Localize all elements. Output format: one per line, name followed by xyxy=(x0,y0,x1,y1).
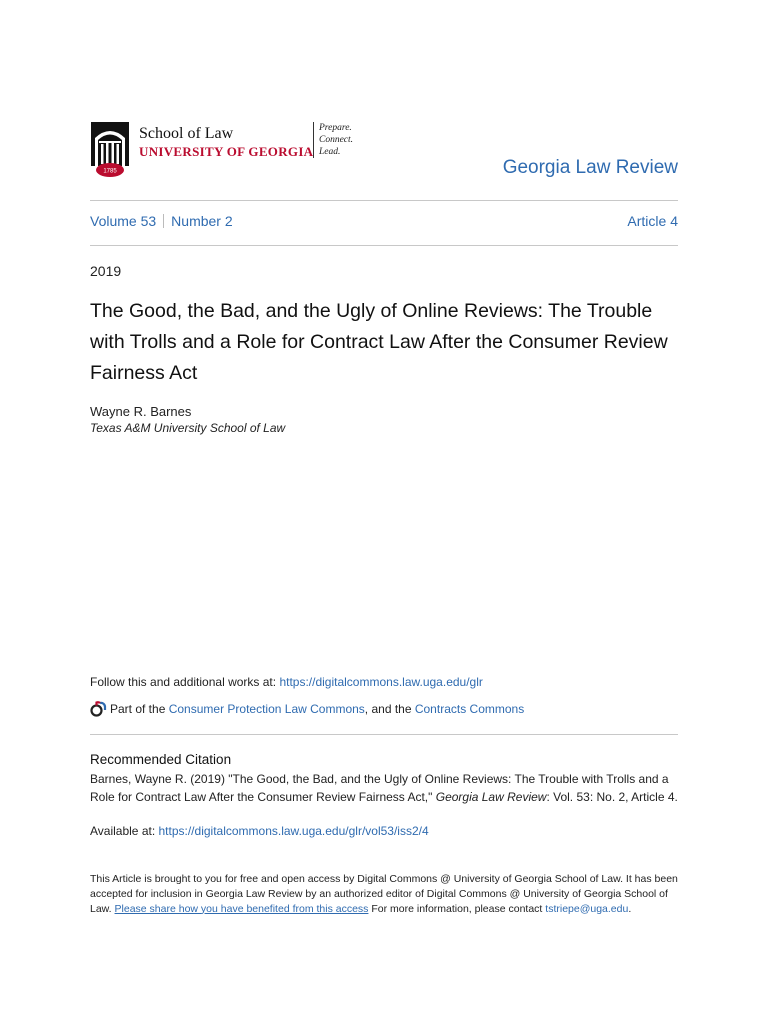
publication-year: 2019 xyxy=(90,263,122,279)
arch-logo-icon xyxy=(91,122,129,178)
tagline xyxy=(319,122,353,158)
recommended-citation-heading: Recommended Citation xyxy=(90,752,232,767)
follow-label: Follow this and additional works at: xyxy=(90,675,280,689)
arch-year: 1785 xyxy=(103,168,117,175)
contact-text: For more information, please contact xyxy=(368,902,546,915)
access-notice xyxy=(90,872,680,916)
available-url-link[interactable]: https://digitalcommons.law.uga.edu/glr/vol53/iss2/4 xyxy=(158,824,429,838)
follow-line xyxy=(90,675,483,689)
article-number-link[interactable]: Article 4 xyxy=(627,213,678,229)
contracts-commons-link[interactable]: Contracts Commons xyxy=(414,701,525,716)
consumer-protection-commons-link[interactable]: Consumer Protection Law Commons xyxy=(168,701,365,716)
period: . xyxy=(628,902,632,915)
tagline-line: Connect. xyxy=(319,135,354,145)
journal-title-link[interactable]: Georgia Law Review xyxy=(502,157,678,178)
part-of-line xyxy=(90,700,524,717)
author-affiliation: Texas A&M University School of Law xyxy=(90,421,286,435)
author-name: Wayne R. Barnes xyxy=(90,404,192,419)
tagline-line: Prepare. xyxy=(319,123,352,133)
uga-school-of-law-logo xyxy=(91,122,371,180)
citation-text xyxy=(90,771,680,806)
tagline-line: Lead. xyxy=(319,147,341,157)
header-divider xyxy=(90,200,678,201)
citation-body: Barnes, Wayne R. (2019) "The Good, the Bad, and the Ugly of Online Reviews: The Trouble with Trolls and a Role for Contract Law After the Consumer Review Fairness Act," xyxy=(90,772,669,804)
citation-journal: Georgia Law Review xyxy=(435,789,547,804)
school-name: School of Law xyxy=(139,125,234,142)
issue-breadcrumb xyxy=(90,213,233,229)
article-title: The Good, the Bad, and the Ugly of Online Reviews: The Trouble with Trolls and a Role for Contract Law After the Consumer Review Fairness Act xyxy=(90,300,668,384)
number-link[interactable]: Number 2 xyxy=(171,213,233,229)
contact-email-link[interactable]: tstriepe@uga.edu xyxy=(545,902,629,915)
logo-divider xyxy=(313,122,314,158)
open-access-icon xyxy=(90,700,107,717)
available-at-line xyxy=(90,824,429,838)
follow-url-link[interactable]: https://digitalcommons.law.uga.edu/glr xyxy=(279,675,483,689)
university-name: UNIVERSITY OF GEORGIA xyxy=(139,144,314,159)
citation-divider xyxy=(90,734,678,735)
breadcrumb-separator xyxy=(163,214,164,228)
volume-link[interactable]: Volume 53 xyxy=(90,213,157,229)
and-the-text: , and the xyxy=(364,701,415,716)
available-label: Available at: xyxy=(90,824,159,838)
issue-divider xyxy=(90,245,678,246)
share-feedback-link[interactable]: Please share how you have benefited from this access xyxy=(114,902,369,915)
part-of-label: Part of the xyxy=(110,701,166,716)
access-notice-text: This Article is brought to you for free and open access by Digital Commons @ University of Georgia School of Law. It has been accepted for inclusion in Georgia Law Review by an authorized editor of Digital Commons @ University of Georgia School of Law. xyxy=(90,873,678,915)
citation-volume: : Vol. 53: No. 2, Article 4. xyxy=(546,789,678,804)
